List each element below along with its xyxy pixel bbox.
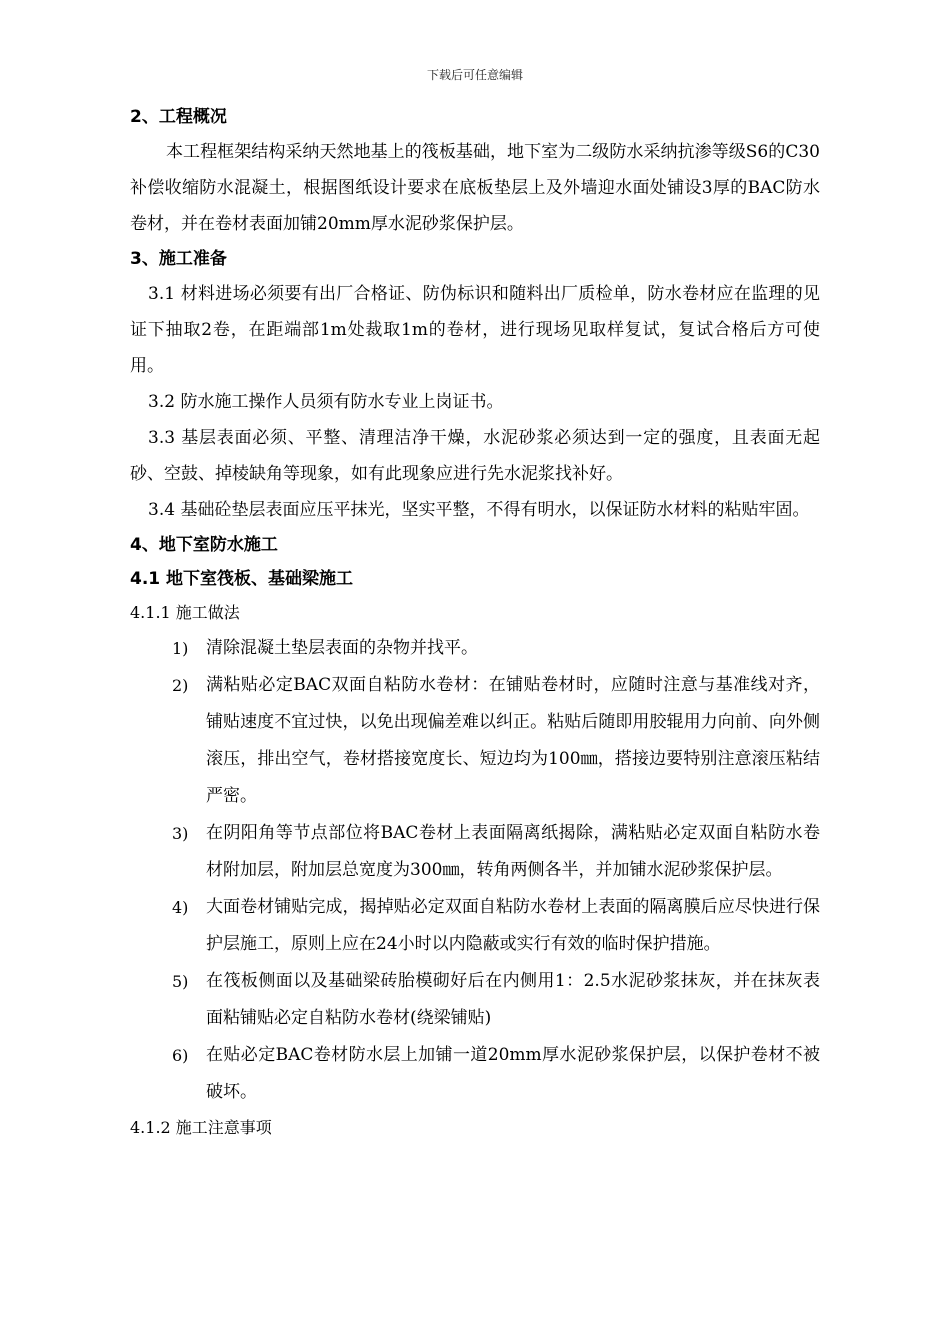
section-3-item-2: 3.2 防水施工操作人员须有防水专业上岗证书。 <box>148 392 504 412</box>
document-body <box>130 100 820 1145</box>
section-3-item-1: 3.1 材料进场必须要有出厂合格证、防伪标识和随料出厂质检单，防水卷材应在监理的见证下抽取2卷，在距端部1m处裁取1m的卷材，进行现场见取样复试，复试合格后方可使用。 <box>130 284 820 376</box>
method-steps-list <box>130 630 820 1111</box>
step-text: 在贴必定BAC卷材防水层上加铺一道20mm厚水泥砂浆保护层，以保护卷材不被破坏。 <box>206 1045 820 1102</box>
list-item <box>130 630 820 667</box>
section-2-paragraph: 本工程框架结构采纳天然地基上的筏板基础，地下室为二级防水采纳抗渗等级S6的C30补偿收缩防水混凝土，根据图纸设计要求在底板垫层上及外墙迎水面处铺设3厚的BAC防水卷材，并在卷材表面加铺20mm厚水泥砂浆保护层。 <box>130 142 820 234</box>
step-text: 满粘贴必定BAC双面自粘防水卷材：在铺贴卷材时，应随时注意与基准线对齐，铺贴速度不宜过快，以免出现偏差难以纠正。粘贴后随即用胶辊用力向前、向外侧滚压，排出空气，卷材搭接宽度长、短边均为100㎜，搭接边要特别注意滚压粘结严密。 <box>206 675 820 806</box>
section-4-1-heading: 4.1 地下室筏板、基础梁施工 <box>130 569 354 589</box>
section-3-item-3: 3.3 基层表面必须、平整、清理洁净干燥，水泥砂浆必须达到一定的强度，且表面无起砂、空鼓、掉棱缺角等现象，如有此现象应进行先水泥浆找补好。 <box>130 428 820 484</box>
list-item <box>130 667 820 815</box>
section-3-heading: 3、施工准备 <box>130 249 227 269</box>
step-text: 大面卷材铺贴完成，揭掉贴必定双面自粘防水卷材上表面的隔离膜后应尽快进行保护层施工，原则上应在24小时以内隐蔽或实行有效的临时保护措施。 <box>206 897 820 954</box>
header-note: 下载后可任意编辑 <box>426 68 523 82</box>
list-item <box>130 1037 820 1111</box>
section-4-heading: 4、地下室防水施工 <box>130 535 278 555</box>
step-text: 清除混凝土垫层表面的杂物并找平。 <box>206 638 478 658</box>
list-item <box>130 963 820 1037</box>
list-item <box>130 815 820 889</box>
method-heading: 4.1.1 施工做法 <box>130 603 240 622</box>
section-3-item-4: 3.4 基础砼垫层表面应压平抹光，坚实平整，不得有明水，以保证防水材料的粘贴牢固。 <box>148 500 810 520</box>
section-2-heading: 2、工程概况 <box>130 107 227 127</box>
step-number: 2) <box>172 676 189 695</box>
step-number: 3) <box>172 824 189 843</box>
step-number: 6) <box>172 1046 189 1065</box>
step-number: 4) <box>172 898 189 917</box>
step-text: 在阴阳角等节点部位将BAC卷材上表面隔离纸揭除，满粘贴必定双面自粘防水卷材附加层，附加层总宽度为300㎜，转角两侧各半，并加铺水泥砂浆保护层。 <box>206 823 820 880</box>
notes-heading: 4.1.2 施工注意事项 <box>130 1118 272 1137</box>
step-number: 5) <box>172 972 189 991</box>
step-number: 1) <box>172 639 189 658</box>
step-text: 在筏板侧面以及基础梁砖胎模砌好后在内侧用1：2.5水泥砂浆抹灰，并在抹灰表面粘铺贴必定自粘防水卷材(绕梁铺贴) <box>206 971 820 1028</box>
list-item <box>130 889 820 963</box>
